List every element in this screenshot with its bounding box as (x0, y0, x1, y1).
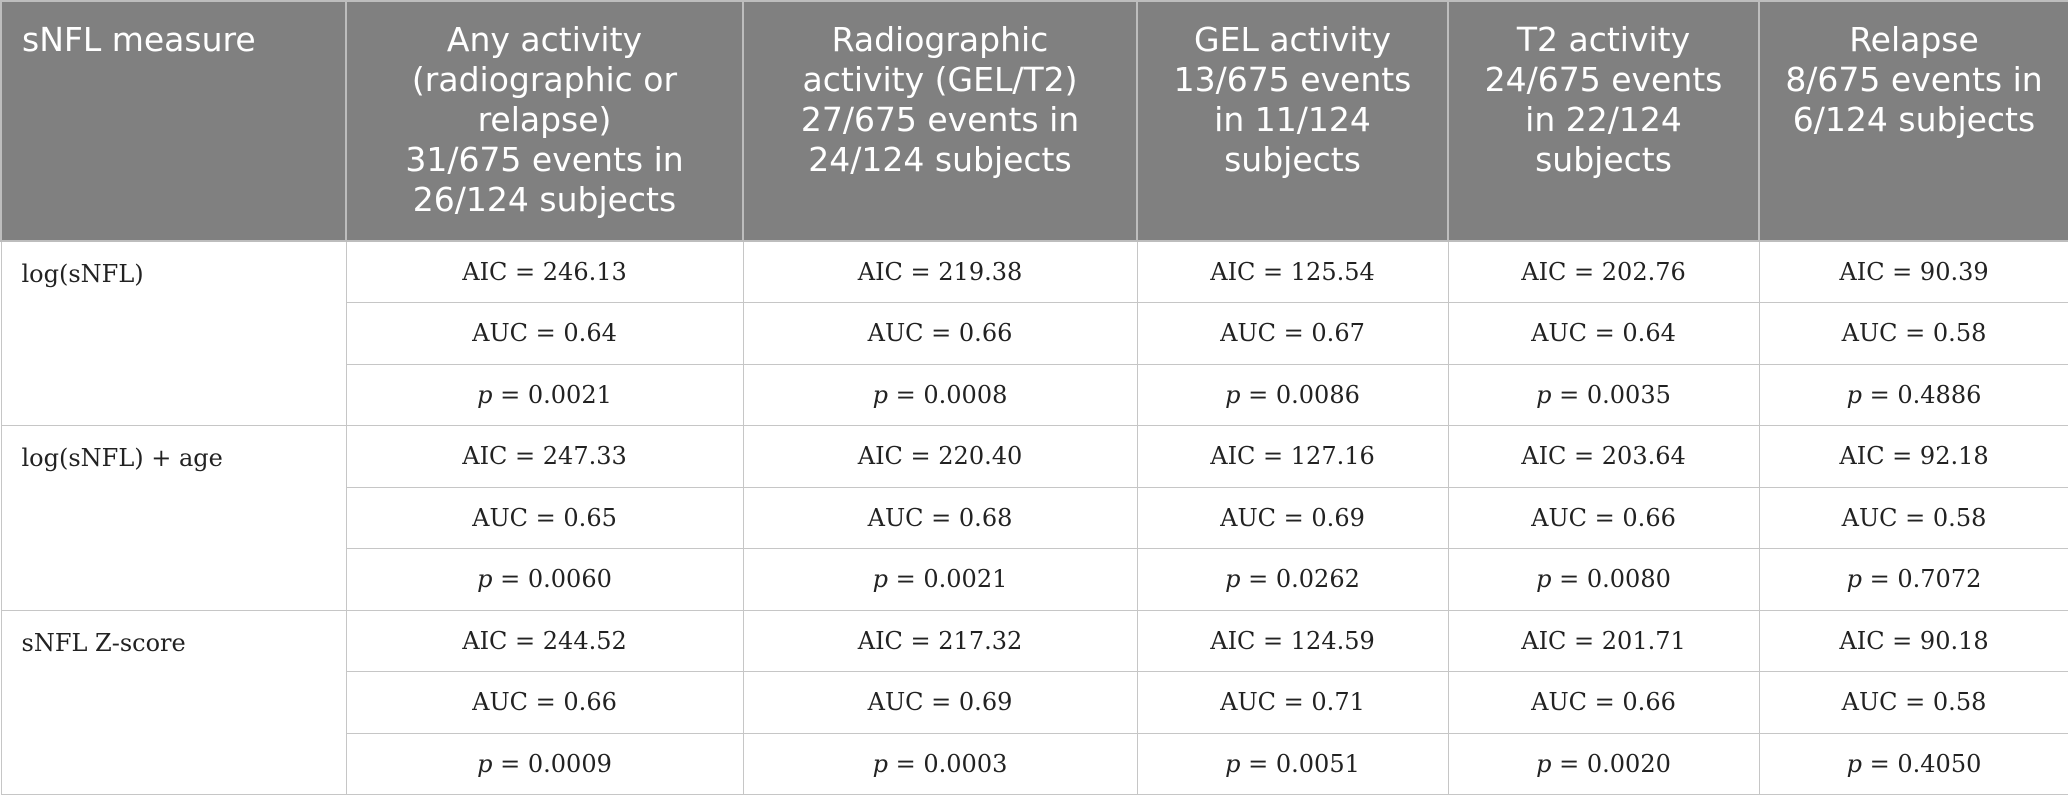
p-value-cell (743, 733, 1137, 795)
p-symbol: p (1225, 380, 1241, 409)
row-label-log-snfl: log(sNFL) (1, 241, 346, 426)
p-value: 0.0009 (527, 749, 612, 778)
table-row (1, 241, 2068, 303)
table-header (1, 1, 2068, 241)
aic-cell: AIC = 217.32 (743, 610, 1137, 672)
aic-cell: AIC = 92.18 (1759, 426, 2068, 488)
header-t2-activity (1448, 1, 1759, 241)
aic-cell: AIC = 247.33 (346, 426, 743, 488)
p-value-cell (1137, 364, 1448, 426)
header-line: 6/124 subjects (1792, 100, 2036, 139)
auc-cell: AUC = 0.64 (1448, 303, 1759, 365)
header-line: 26/124 subjects (412, 180, 677, 219)
header-line: GEL activity (1194, 20, 1391, 59)
p-symbol: p (872, 565, 888, 594)
p-equals: = (1862, 565, 1898, 594)
p-value: 0.0051 (1275, 749, 1360, 778)
p-equals: = (888, 749, 924, 778)
header-line: 24/675 events (1484, 60, 1723, 99)
p-symbol: p (477, 565, 493, 594)
p-equals: = (1862, 380, 1898, 409)
aic-cell: AIC = 124.59 (1137, 610, 1448, 672)
auc-cell: AUC = 0.64 (346, 303, 743, 365)
p-value: 0.0021 (923, 565, 1008, 594)
row-label-snfl-z-score: sNFL Z-score (1, 610, 346, 795)
p-value-cell (1759, 733, 2068, 795)
p-symbol: p (477, 749, 493, 778)
p-value-cell (346, 733, 743, 795)
header-line: Any activity (446, 20, 643, 59)
aic-cell: AIC = 246.13 (346, 241, 743, 303)
header-line: 8/675 events in (1785, 60, 2043, 99)
header-line: 13/675 events (1173, 60, 1412, 99)
header-line: 27/675 events in (800, 100, 1080, 139)
auc-cell: AUC = 0.65 (346, 487, 743, 549)
p-equals: = (1240, 565, 1276, 594)
p-equals: = (1862, 749, 1898, 778)
header-radiographic-activity (743, 1, 1137, 241)
header-line: 31/675 events in (405, 140, 684, 179)
p-equals: = (1551, 380, 1587, 409)
p-value-cell (1448, 364, 1759, 426)
p-symbol: p (1536, 380, 1552, 409)
p-value: 0.7072 (1897, 565, 1982, 594)
header-any-activity (346, 1, 743, 241)
aic-cell: AIC = 202.76 (1448, 241, 1759, 303)
p-symbol: p (1846, 380, 1862, 409)
p-value-cell (743, 364, 1137, 426)
auc-cell: AUC = 0.66 (1448, 487, 1759, 549)
p-value-cell (1448, 549, 1759, 611)
p-value: 0.0035 (1586, 380, 1671, 409)
aic-cell: AIC = 203.64 (1448, 426, 1759, 488)
p-value: 0.0080 (1586, 565, 1671, 594)
header-row (1, 1, 2068, 241)
p-value-cell (743, 549, 1137, 611)
p-value-cell (346, 364, 743, 426)
p-value-cell (1137, 549, 1448, 611)
header-line: in 22/124 (1525, 100, 1682, 139)
aic-cell: AIC = 90.39 (1759, 241, 2068, 303)
p-equals: = (888, 565, 924, 594)
p-symbol: p (1536, 749, 1552, 778)
p-equals: = (888, 380, 924, 409)
p-value: 0.4886 (1897, 380, 1982, 409)
auc-cell: AUC = 0.69 (743, 672, 1137, 734)
header-line: in 11/124 (1214, 100, 1371, 139)
p-symbol: p (1225, 565, 1241, 594)
header-line: 24/124 subjects (808, 140, 1072, 179)
header-line: activity (GEL/T2) (802, 60, 1078, 99)
header-relapse (1759, 1, 2068, 241)
p-symbol: p (477, 380, 493, 409)
p-equals: = (492, 749, 528, 778)
p-equals: = (1240, 380, 1276, 409)
p-value: 0.0003 (923, 749, 1008, 778)
auc-cell: AUC = 0.68 (743, 487, 1137, 549)
aic-cell: AIC = 201.71 (1448, 610, 1759, 672)
auc-cell: AUC = 0.69 (1137, 487, 1448, 549)
p-equals: = (1240, 749, 1276, 778)
p-symbol: p (1225, 749, 1241, 778)
p-symbol: p (872, 380, 888, 409)
header-line: T2 activity (1516, 20, 1691, 59)
p-value: 0.4050 (1897, 749, 1982, 778)
p-symbol: p (1846, 749, 1862, 778)
p-equals: = (1551, 565, 1587, 594)
auc-cell: AUC = 0.71 (1137, 672, 1448, 734)
header-gel-activity (1137, 1, 1448, 241)
table-row (1, 610, 2068, 672)
header-line: relapse) (477, 100, 612, 139)
header-sNFL-measure: sNFL measure (1, 1, 346, 241)
aic-cell: AIC = 127.16 (1137, 426, 1448, 488)
p-value-cell (1137, 733, 1448, 795)
table-row (1, 426, 2068, 488)
table-body (1, 241, 2068, 795)
aic-cell: AIC = 244.52 (346, 610, 743, 672)
p-equals: = (492, 380, 528, 409)
p-value-cell (1448, 733, 1759, 795)
p-value-cell (1759, 364, 2068, 426)
p-value: 0.0008 (923, 380, 1008, 409)
p-value: 0.0262 (1275, 565, 1360, 594)
p-symbol: p (1536, 565, 1552, 594)
p-value-cell (1759, 549, 2068, 611)
row-label-log-snfl-age: log(sNFL) + age (1, 426, 346, 611)
aic-cell: AIC = 125.54 (1137, 241, 1448, 303)
aic-cell: AIC = 220.40 (743, 426, 1137, 488)
auc-cell: AUC = 0.66 (1448, 672, 1759, 734)
p-value: 0.0086 (1275, 380, 1360, 409)
auc-cell: AUC = 0.58 (1759, 487, 2068, 549)
p-equals: = (1551, 749, 1587, 778)
auc-cell: AUC = 0.58 (1759, 672, 2068, 734)
p-value: 0.0060 (527, 565, 612, 594)
header-line: subjects (1224, 140, 1361, 179)
p-equals: = (492, 565, 528, 594)
header-line: Relapse (1849, 20, 1979, 59)
auc-cell: AUC = 0.66 (743, 303, 1137, 365)
p-value: 0.0021 (527, 380, 612, 409)
auc-cell: AUC = 0.66 (346, 672, 743, 734)
aic-cell: AIC = 90.18 (1759, 610, 2068, 672)
header-line: (radiographic or (411, 60, 678, 99)
aic-cell: AIC = 219.38 (743, 241, 1137, 303)
p-symbol: p (872, 749, 888, 778)
header-line: subjects (1535, 140, 1672, 179)
auc-cell: AUC = 0.67 (1137, 303, 1448, 365)
header-line: Radiographic (831, 20, 1049, 59)
auc-cell: AUC = 0.58 (1759, 303, 2068, 365)
p-value-cell (346, 549, 743, 611)
p-symbol: p (1846, 565, 1862, 594)
p-value: 0.0020 (1586, 749, 1671, 778)
